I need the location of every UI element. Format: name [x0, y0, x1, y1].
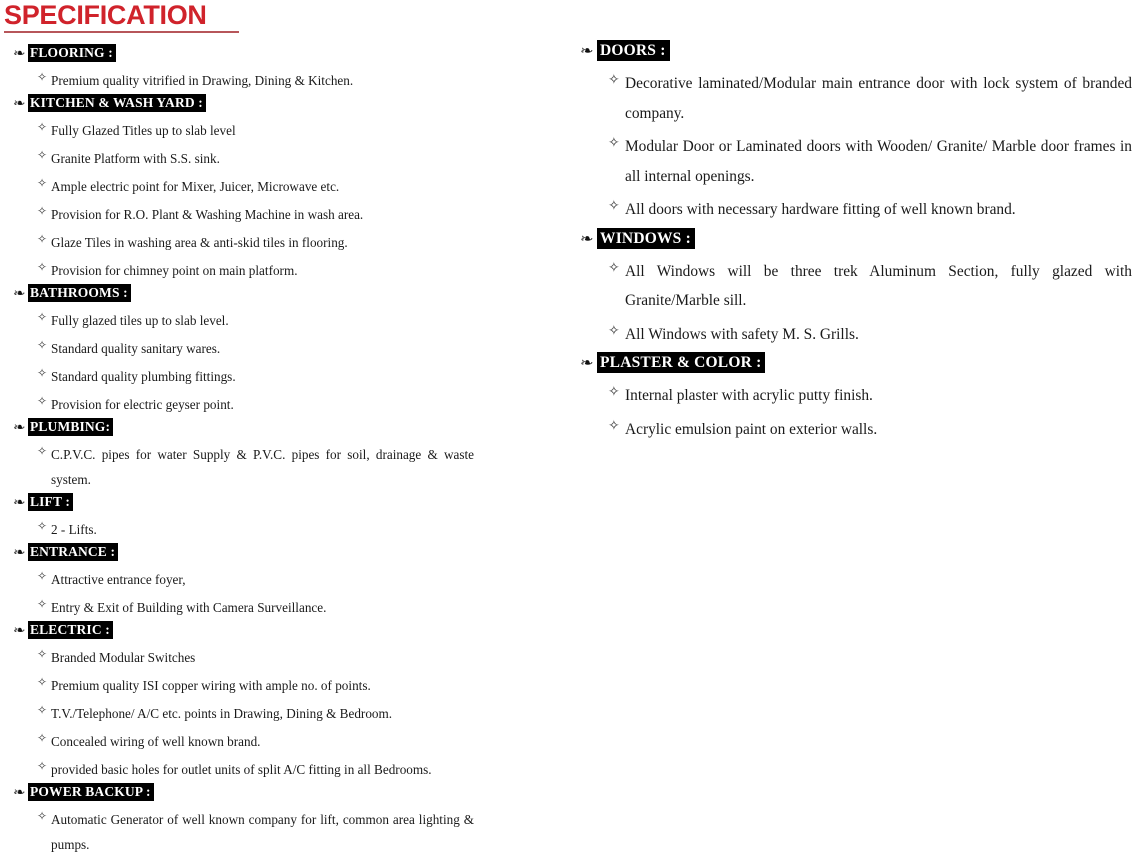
flourish-bullet-icon: ❧ — [13, 420, 26, 434]
section-header — [0, 44, 500, 65]
four-pointed-star-bullet-icon: ✧ — [37, 70, 48, 84]
specification-item — [0, 517, 500, 542]
flourish-bullet-icon: ❧ — [13, 46, 26, 60]
section-header — [570, 40, 1137, 65]
specification-item — [0, 258, 500, 283]
four-pointed-star-bullet-icon: ✧ — [37, 260, 48, 274]
four-pointed-star-bullet-icon: ✧ — [37, 338, 48, 352]
specification-item — [0, 68, 500, 93]
section-header — [0, 543, 500, 564]
specification-item-text: Internal plaster with acrylic putty finish. — [625, 387, 873, 404]
specification-item — [0, 442, 500, 492]
specification-item — [0, 202, 500, 227]
flourish-bullet-icon: ❧ — [580, 231, 594, 247]
four-pointed-star-bullet-icon: ✧ — [37, 394, 48, 408]
section-header — [570, 228, 1137, 253]
specification-item — [0, 118, 500, 143]
specification-item-text: All Windows will be three trek Aluminum Section, fully glazed with Granite/Marble sill. — [625, 262, 1132, 309]
four-pointed-star-bullet-icon: ✧ — [608, 135, 620, 151]
four-pointed-star-bullet-icon: ✧ — [608, 72, 620, 88]
specification-item — [570, 320, 1137, 350]
specification-item — [0, 174, 500, 199]
specification-section — [0, 493, 500, 542]
section-header-label: POWER BACKUP : — [28, 783, 154, 801]
section-header-label: ENTRANCE : — [28, 543, 118, 561]
specification-item-text: All Windows with safety M. S. Grills. — [625, 325, 859, 343]
flourish-bullet-icon: ❧ — [13, 495, 26, 509]
section-header-label: PLUMBING: — [28, 418, 113, 436]
specification-section — [0, 418, 500, 492]
specification-item-text: Glaze Tiles in washing area & anti-skid tiles in flooring. — [51, 235, 348, 250]
specification-item-text: Attractive entrance foyer, — [51, 572, 186, 587]
four-pointed-star-bullet-icon: ✧ — [37, 759, 48, 773]
specification-item-text: C.P.V.C. pipes for water Supply & P.V.C. pipes for soil, drainage & waste system. — [51, 447, 474, 487]
four-pointed-star-bullet-icon: ✧ — [37, 204, 48, 218]
specification-item — [0, 757, 500, 782]
section-header-label: KITCHEN & WASH YARD : — [28, 94, 206, 112]
section-header-label: FLOORING : — [28, 44, 116, 62]
specification-section — [0, 621, 500, 782]
specification-section — [0, 94, 500, 283]
specification-item — [0, 146, 500, 171]
four-pointed-star-bullet-icon: ✧ — [37, 176, 48, 190]
specification-item-text: Automatic Generator of well known company for lift, common area lighting & pumps. — [51, 812, 474, 852]
specification-item — [0, 567, 500, 592]
specification-item-text: Provision for electric geyser point. — [51, 397, 234, 412]
specification-item — [0, 230, 500, 255]
flourish-bullet-icon: ❧ — [13, 785, 26, 799]
section-header — [570, 352, 1137, 377]
section-header — [0, 621, 500, 642]
section-header-label: PLASTER & COLOR : — [597, 352, 765, 373]
section-header — [0, 418, 500, 439]
four-pointed-star-bullet-icon: ✧ — [37, 647, 48, 661]
specification-section — [0, 543, 500, 620]
specification-item — [0, 308, 500, 333]
specification-item-text: Standard quality plumbing fittings. — [51, 369, 236, 384]
specification-item — [0, 729, 500, 754]
section-header-label: ELECTRIC : — [28, 621, 113, 639]
specification-item-text: Standard quality sanitary wares. — [51, 341, 221, 356]
flourish-bullet-icon: ❧ — [13, 286, 26, 300]
specification-section — [570, 228, 1137, 350]
four-pointed-star-bullet-icon: ✧ — [608, 198, 620, 214]
specification-item — [0, 336, 500, 361]
specification-item-text: Premium quality vitrified in Drawing, Dining & Kitchen. — [51, 73, 354, 88]
specification-item — [570, 257, 1137, 316]
section-header — [0, 783, 500, 804]
four-pointed-star-bullet-icon: ✧ — [37, 703, 48, 717]
four-pointed-star-bullet-icon: ✧ — [37, 597, 48, 611]
four-pointed-star-bullet-icon: ✧ — [608, 384, 620, 400]
flourish-bullet-icon: ❧ — [13, 623, 26, 637]
four-pointed-star-bullet-icon: ✧ — [37, 809, 48, 823]
specification-item — [0, 645, 500, 670]
four-pointed-star-bullet-icon: ✧ — [37, 569, 48, 583]
specification-item-text: T.V./Telephone/ A/C etc. points in Drawing, Dining & Bedroom. — [51, 706, 393, 721]
specification-item-text: Premium quality ISI copper wiring with ample no. of points. — [51, 678, 371, 693]
section-header — [0, 94, 500, 115]
specification-item — [0, 807, 500, 857]
specification-item — [570, 381, 1137, 411]
section-header — [0, 493, 500, 514]
specification-item — [0, 364, 500, 389]
specification-item-text: Branded Modular Switches — [51, 650, 196, 665]
specification-right-column — [570, 40, 1137, 447]
section-header — [0, 284, 500, 305]
flourish-bullet-icon: ❧ — [580, 44, 594, 59]
specification-item-text: 2 - Lifts. — [51, 522, 97, 537]
specification-item-text: Modular Door or Laminated doors with Wooden/ Granite/ Marble door frames in all internal openings. — [625, 138, 1132, 185]
specification-section — [0, 44, 500, 93]
section-header-label: LIFT : — [28, 493, 73, 511]
page-title: SPECIFICATION — [4, 0, 207, 30]
specification-item — [570, 132, 1137, 191]
flourish-bullet-icon: ❧ — [13, 96, 26, 110]
specification-item-text: Decorative laminated/Modular main entrance door with lock system of branded company. — [625, 75, 1132, 122]
specification-section — [570, 352, 1137, 444]
specification-item-text: Granite Platform with S.S. sink. — [51, 151, 220, 166]
four-pointed-star-bullet-icon: ✧ — [37, 444, 48, 458]
specification-item-text: All doors with necessary hardware fitting of well known brand. — [625, 201, 1016, 218]
specification-item — [0, 701, 500, 726]
specification-item-text: Acrylic emulsion paint on exterior walls. — [625, 420, 878, 438]
flourish-bullet-icon: ❧ — [580, 356, 594, 371]
section-header-label: DOORS : — [597, 40, 670, 61]
specification-item-text: Provision for chimney point on main platform. — [51, 263, 298, 278]
four-pointed-star-bullet-icon: ✧ — [37, 310, 48, 324]
four-pointed-star-bullet-icon: ✧ — [608, 322, 620, 339]
four-pointed-star-bullet-icon: ✧ — [37, 232, 48, 246]
section-header-label: WINDOWS : — [597, 228, 695, 249]
specification-item — [0, 673, 500, 698]
four-pointed-star-bullet-icon: ✧ — [37, 120, 48, 134]
four-pointed-star-bullet-icon: ✧ — [37, 675, 48, 689]
specification-section — [0, 284, 500, 417]
four-pointed-star-bullet-icon: ✧ — [37, 731, 48, 745]
specification-item — [570, 415, 1137, 445]
title-underline-divider — [4, 31, 239, 33]
four-pointed-star-bullet-icon: ✧ — [37, 148, 48, 162]
specification-item-text: provided basic holes for outlet units of split A/C fitting in all Bedrooms. — [51, 762, 432, 777]
specification-item — [0, 595, 500, 620]
four-pointed-star-bullet-icon: ✧ — [37, 519, 48, 533]
specification-item — [570, 69, 1137, 128]
specification-item — [0, 392, 500, 417]
specification-item-text: Entry & Exit of Building with Camera Surveillance. — [51, 600, 327, 615]
specification-item-text: Fully Glazed Titles up to slab level — [51, 123, 236, 138]
four-pointed-star-bullet-icon: ✧ — [608, 417, 620, 434]
specification-item-text: Concealed wiring of well known brand. — [51, 734, 261, 749]
specification-left-column — [0, 44, 500, 858]
specification-item-text: Provision for R.O. Plant & Washing Machine in wash area. — [51, 207, 364, 222]
section-header-label: BATHROOMS : — [28, 284, 131, 302]
flourish-bullet-icon: ❧ — [13, 545, 26, 559]
specification-section — [570, 40, 1137, 225]
four-pointed-star-bullet-icon: ✧ — [37, 366, 48, 380]
four-pointed-star-bullet-icon: ✧ — [608, 259, 620, 276]
specification-item-text: Fully glazed tiles up to slab level. — [51, 313, 229, 328]
specification-item-text: Ample electric point for Mixer, Juicer, Microwave etc. — [51, 179, 340, 194]
specification-section — [0, 783, 500, 857]
specification-item — [570, 195, 1137, 225]
